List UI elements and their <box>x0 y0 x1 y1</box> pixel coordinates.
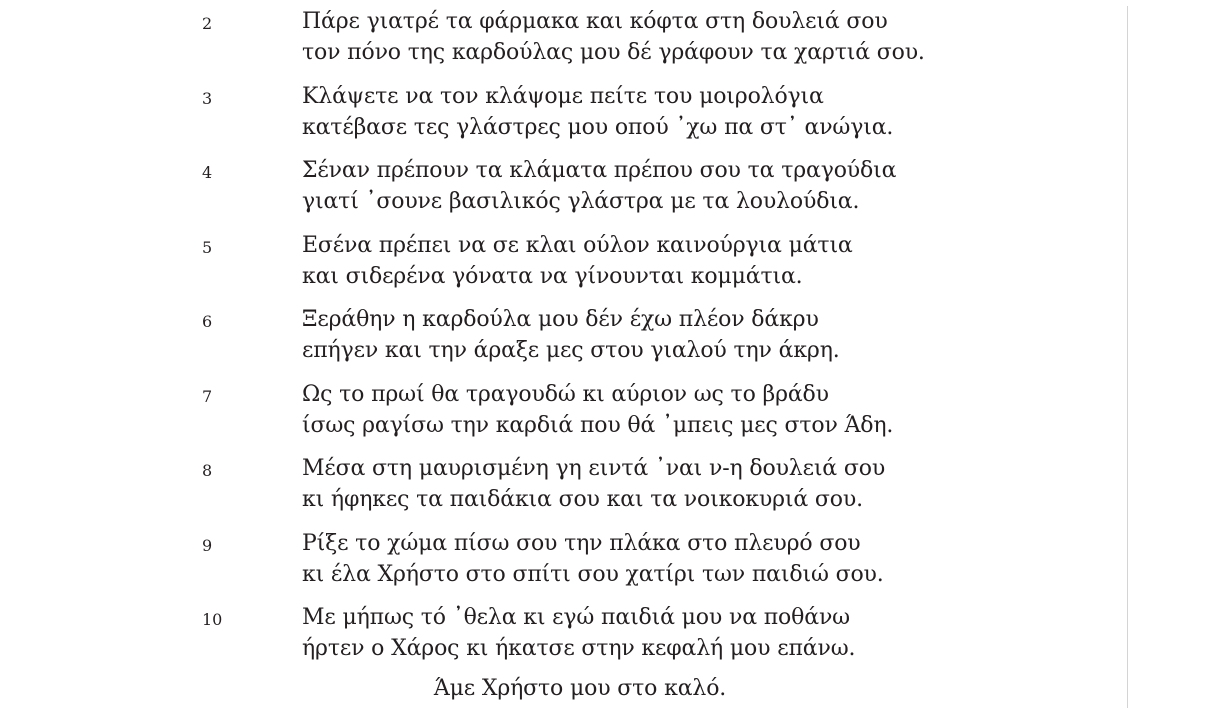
verse-4 <box>0 155 1120 230</box>
verse-7 <box>0 379 1120 454</box>
verse-number: 5 <box>202 237 213 257</box>
verse-line-2: γιατί ᾽σουνε βασιλικός γλάστρα με τα λουλούδια. <box>302 189 860 214</box>
verse-5 <box>0 230 1120 305</box>
verse-list <box>0 6 1120 677</box>
verse-text <box>302 155 896 217</box>
verse-number: 10 <box>202 610 223 629</box>
verse-line-1: Σέναν πρέπουν τα κλάματα πρέπου σου τα τραγούδια <box>302 158 897 183</box>
verse-number: 8 <box>202 461 213 480</box>
page-edge-rule <box>1127 6 1128 708</box>
verse-line-2: κι έλα Χρήστο στο σπίτι σου χατίρι των παιδιώ σου. <box>302 561 884 587</box>
verse-2 <box>0 6 1120 81</box>
verse-line-2: τον πόνο της καρδούλας μου δέ γράφουν τα χαρτιά σου. <box>302 40 925 65</box>
verse-number: 3 <box>202 88 213 108</box>
verse-line-2: ήρτεν ο Χάρος κι ήκατσε στην κεφαλή μου επάνω. <box>302 636 856 661</box>
verse-number: 9 <box>202 535 213 555</box>
verse-8 <box>0 453 1120 528</box>
verse-number: 2 <box>202 14 213 33</box>
verse-line-2: ίσως ραγίσω την καρδιά που θά ᾽μπεις μες στον Άδη. <box>302 412 894 438</box>
verse-number: 4 <box>202 163 213 182</box>
verse-line-1: Ως το πρωί θα τραγουδώ κι αύριον ως το βράδυ <box>302 381 829 407</box>
verse-line-1: Ρίξε το χώμα πίσω σου την πλάκα στο πλευρό σου <box>302 530 861 556</box>
verse-10 <box>0 602 1120 677</box>
verse-line-1: Ξεράθην η καρδούλα μου δέν έχω πλέον δάκρυ <box>302 307 819 332</box>
closing-line: Άμε Χρήστο μου στο καλό. <box>433 676 727 701</box>
verse-text <box>302 453 885 515</box>
verse-text <box>302 379 893 441</box>
verse-number: 7 <box>202 386 213 406</box>
verse-number: 6 <box>202 312 213 331</box>
verse-text <box>302 528 884 590</box>
verse-line-2: επήγεν και την άραξε μες στου γιαλού την άκρη. <box>302 338 840 363</box>
verse-3 <box>0 81 1120 156</box>
verse-9 <box>0 528 1120 603</box>
verse-line-2: κι ήφηκες τα παιδάκια σου και τα νοικοκυριά σου. <box>302 487 863 512</box>
verse-text <box>302 81 893 143</box>
verse-line-2: και σιδερένα γόνατα να γίνουνται κομμάτια. <box>302 263 803 289</box>
verse-text <box>302 304 840 366</box>
verse-text <box>302 230 853 292</box>
verse-line-1: Κλάψετε να τον κλάψομε πείτε του μοιρολόγια <box>302 83 824 109</box>
verse-line-1: Εσένα πρέπει να σε κλαι ούλον καινούργια μάτια <box>302 232 853 258</box>
verse-line-1: Με μήπως τό ᾽θελα κι εγώ παιδιά μου να ποθάνω <box>302 605 850 630</box>
verse-text <box>302 602 855 664</box>
verse-line-1: Μέσα στη μαυρισμένη γη ειντά ᾽ναι ν-η δουλειά σου <box>302 456 886 481</box>
verse-line-1: Πάρε γιατρέ τα φάρμακα και κόφτα στη δουλειά σου <box>302 9 888 34</box>
verse-text <box>302 6 925 68</box>
verse-line-2: κατέβασε τες γλάστρες μου οπού ᾽χω πα στ᾽ ανώγια. <box>302 114 894 140</box>
verse-6 <box>0 304 1120 379</box>
